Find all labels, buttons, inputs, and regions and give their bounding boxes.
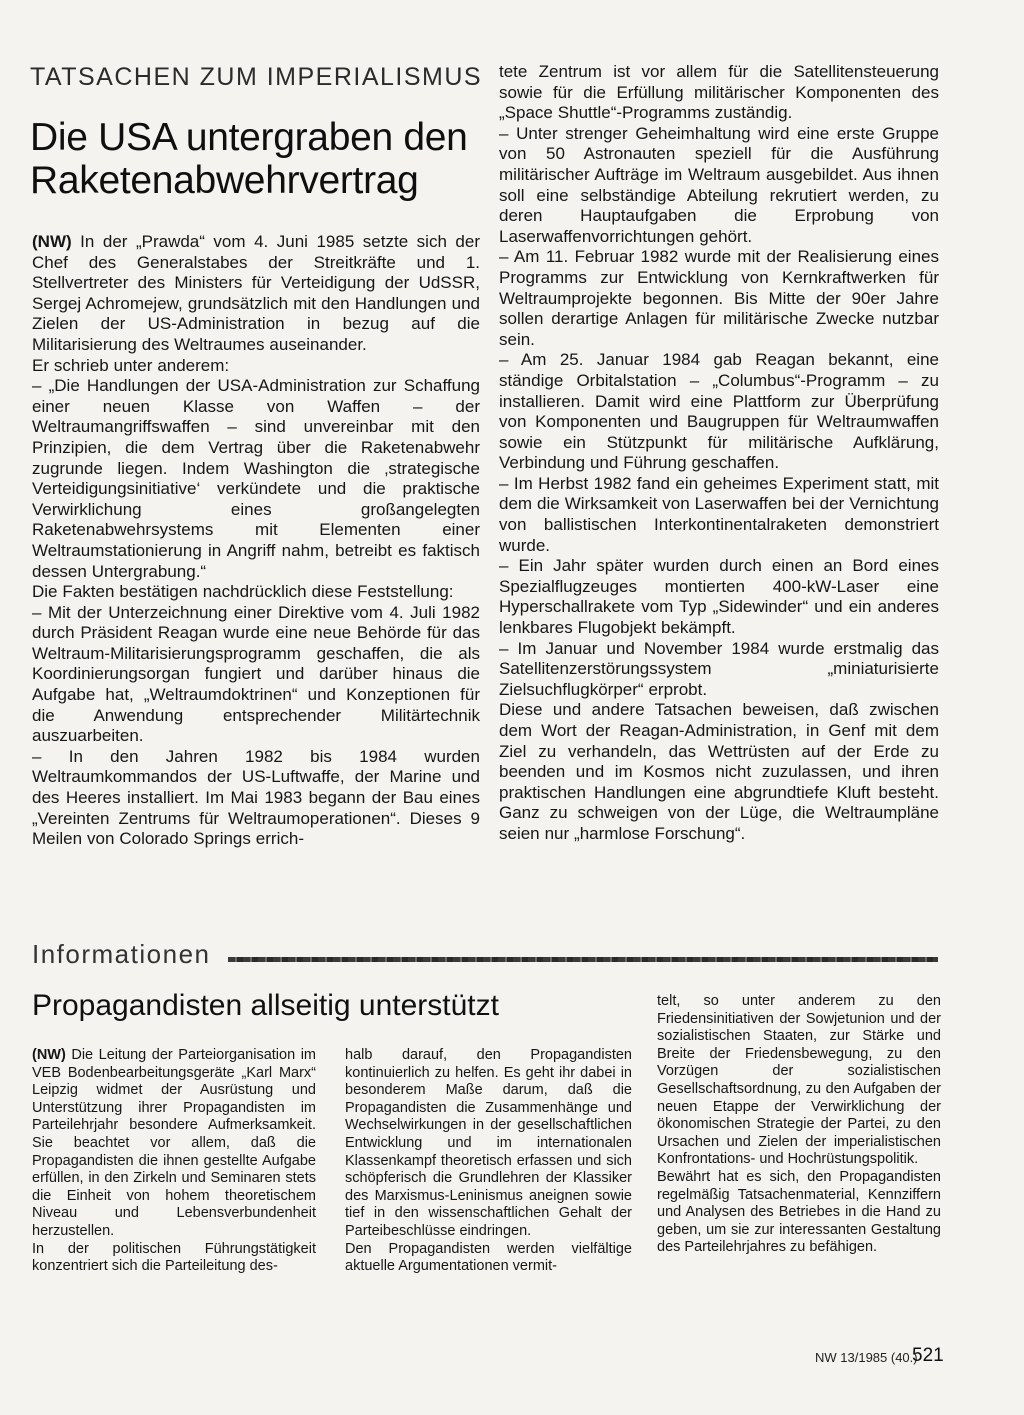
paragraph: Die Fakten bestätigen nachdrücklich diese Feststellung:: [32, 582, 454, 602]
paragraph: Er schrieb unter anderem:: [32, 355, 230, 375]
paragraph: – In den Jahren 1982 bis 1984 wurden Weltraumkommandos der US-Luftwaffe, der Marine und des Heeres installiert. Im Mai 1983 begann der Bau eines „Vereinten Zentrums für Weltraumoperationen“. Dieses 9 Meilen von Colorado Springs errich-: [32, 746, 480, 849]
paragraph: – Im Herbst 1982 fand ein geheimes Experiment statt, mit dem die Wirksamkeit von Laserwaffen bei der Vernichtung von ballistischen Interkontinentalraketen demonstriert wurde.: [499, 473, 939, 555]
info-column-3: [657, 993, 941, 1257]
source-tag: (NW): [32, 232, 72, 251]
paragraph: telt, so unter anderem zu den Friedensinitiativen der Sowjetunion und der sozialistischen Staaten, zur Stärke und Breite der Friedensbewegung, zu den Vorzügen der sozialistischen Gesellschaftsordnung, zu den Aufgaben der neuen Etappe der Verwirklichung der ökonomischen Strategie der Partei, zu den Ursachen und Zielen der imperialistischen Konfrontations- und Hochrüstungspolitik.: [657, 993, 941, 1168]
paragraph: – „Die Handlungen der USA-Administration zur Schaffung einer neuen Klasse von Waffen – der Weltraumangriffswaffen – sind unvereinbar mit den Prinzipien, die dem Vertrag über die Raketenabwehr zugrunde liegen. Indem Washington die ‚strategische Verteidigungsinitiative‘ verkündete und die praktische Verwirklichung eines großangelegten Raketenabwehrsystems mit Elementen einer Weltraumstationierung in Angriff nahm, betreibt es faktisch dessen Untergrabung.“: [32, 376, 480, 581]
paragraph-text: Die Leitung der Parteiorganisation im VEB Bodenbearbeitungsgeräte „Karl Marx“ Leipzig widmet der Ausrüstung und Unterstützung ihrer Propagandisten im Parteilehrjahr besondere Aufmerksamkeit. Sie beachtet vor allem, daß die Propagandisten die ihnen gestellte Aufgabe erfüllen, in den Zirkeln und Seminaren stets die Einheit von hohem theoretischem Niveau und Lebensverbundenheit herzustellen.: [32, 1047, 316, 1239]
paragraph: – Am 11. Februar 1982 wurde mit der Realisierung eines Programms zur Entwicklung von Kernkraftwerken für Weltraumprojekte begonnen. Bis Mitte der 90er Jahre sollen derartige Anlagen für militärische Zwecke nutzbar sein.: [499, 247, 939, 349]
info-column-2: [345, 1047, 632, 1276]
paragraph: – Am 25. Januar 1984 gab Reagan bekannt, eine ständige Orbitalstation – „Columbus“-Programm – zu installieren. Damit wird eine Plattform zur Überprüfung von Komponenten und Baugruppen für Weltraumwaffen sowie ein Stützpunkt für militärische Aufklärung, Verbindung und Führung geschaffen.: [499, 350, 939, 473]
article-column-right: [499, 62, 939, 845]
paragraph: – Im Januar und November 1984 wurde erstmalig das Satellitenzerstörungssystem „miniaturisierte Zielsuchflugkörper“ erprobt.: [499, 638, 939, 699]
page-number: 521: [912, 1345, 944, 1366]
article-headline: Die USA untergraben den Raketenabwehrvertrag: [30, 116, 468, 202]
paragraph: – Unter strenger Geheimhaltung wird eine erste Gruppe von 50 Astronauten speziell für die Ausführung militärischer Aufträge im Weltraum ausgebildet. Aus ihnen soll eine selbständige Abteilung rekrutiert werden, zu deren Hauptaufgaben die Erprobung von Laserwaffenvorrichtungen gehört.: [499, 123, 939, 246]
section-kicker: TATSACHEN ZUM IMPERIALISMUS: [30, 63, 483, 91]
paragraph: – Mit der Unterzeichnung einer Direktive vom 4. Juli 1982 durch Präsident Reagan wurde eine neue Behörde für das Weltraum-Militarisierungsprogramm geschaffen, die als Koordinierungsorgan fungiert und darüber hinaus die Aufgabe hat, „Weltraumdoktrinen“ und Konzeptionen für die Anwendung entsprechender Militärtechnik auszuarbeiten.: [32, 602, 480, 746]
paragraph: [32, 232, 480, 356]
paragraph-text: In der „Prawda“ vom 4. Juni 1985 setzte sich der Chef des Generalstabes der Streitkräfte und 1. Stellvertreter des Ministers für Verteidigung der UdSSR, Sergej Achromejew, grundsätzlich mit den Handlungen und Zielen der US-Administration in bezug auf die Militarisierung des Weltraumes auseinander.: [32, 232, 480, 354]
paragraph: In der politischen Führungstätigkeit konzentriert sich die Parteileitung des-: [32, 1240, 316, 1275]
info-headline: Propagandisten allseitig unterstützt: [32, 989, 499, 1022]
issue-folio: NW 13/1985 (40.): [815, 1350, 918, 1365]
paragraph: halb darauf, den Propagandisten kontinuierlich zu helfen. Es geht ihr dabei in besonderem Maße darum, daß die Propagandisten die Zusammenhänge und Wechselwirkungen in der gesellschaftlichen Entwicklung und im internationalen Klassenkampf theoretisch erfassen und sich schöpferisch die Grundlehren der Klassiker des Marxismus-Leninismus aneignen sowie tief in den wissenschaftlichen Gehalt der Parteibeschlüsse eindringen.: [345, 1047, 632, 1239]
paragraph: Den Propagandisten werden vielfältige aktuelle Argumentationen vermit-: [345, 1240, 632, 1275]
paragraph: Bewährt hat es sich, den Propagandisten regelmäßig Tatsachenmaterial, Kennziffern und Analysen des Betriebes in die Hand zu geben, um sie zur interessanten Gestaltung des Parteilehrjahres zu befähigen.: [657, 1168, 941, 1256]
paragraph: [32, 1047, 316, 1241]
paragraph: – Ein Jahr später wurden durch einen an Bord eines Spezialflugzeuges montierten 400-kW-Laser eine Hyperschallrakete vom Typ „Sidewinder“ und ein anderes lenkbares Flugobjekt bekämpft.: [499, 556, 939, 638]
section-rule: [228, 957, 938, 962]
source-tag: (NW): [32, 1047, 66, 1063]
section-label: Informationen: [32, 939, 211, 969]
info-column-1: [32, 1047, 316, 1276]
paragraph: tete Zentrum ist vor allem für die Satellitensteuerung sowie für die Erfüllung militärischer Komponenten des „Space Shuttle“-Programms zuständig.: [499, 62, 939, 123]
paragraph: Diese und andere Tatsachen beweisen, daß zwischen dem Wort der Reagan-Administration, in Genf mit dem Ziel zu verhandeln, das Wettrüsten auf der Erde zu beenden und im Kosmos nicht zuzulassen, und ihren praktischen Handlungen eine abgrundtiefe Kluft besteht. Ganz zu schweigen von der Lüge, die Weltraumpläne seien nur „harmlose Forschung“.: [499, 700, 939, 843]
article-column-left: [32, 232, 480, 850]
